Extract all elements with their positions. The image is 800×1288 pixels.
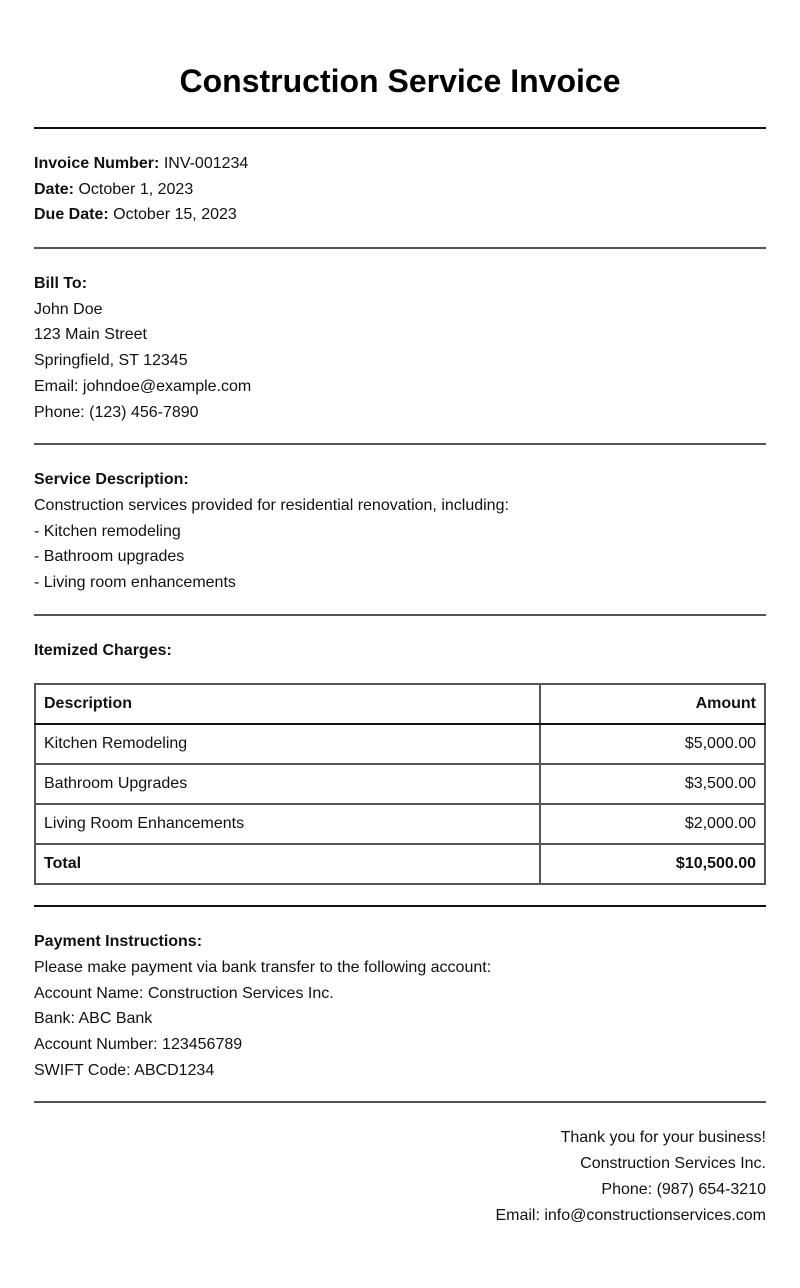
invoice-number-value: INV-001234 — [163, 155, 249, 172]
bill-to-heading: Bill To: — [34, 275, 88, 293]
account-name: Account Name: Construction Services Inc. — [34, 984, 334, 1002]
service-description-section — [34, 445, 766, 595]
due-date-line — [34, 202, 766, 228]
service-item: - Kitchen remodeling — [34, 522, 181, 540]
service-item: - Living room enhancements — [34, 573, 236, 591]
customer-email: Email: johndoe@example.com — [34, 377, 252, 395]
row-description: Living Room Enhancements — [35, 804, 540, 844]
total-row — [35, 844, 765, 884]
invoice-meta-section — [34, 129, 766, 228]
payment-intro: Please make payment via bank transfer to the following account: — [34, 959, 492, 976]
invoice-number-label: Invoice Number: — [34, 155, 160, 172]
payment-instructions-heading: Payment Instructions: — [34, 933, 203, 951]
bill-to-section — [34, 249, 766, 425]
table-row — [35, 764, 765, 804]
row-amount: $3,500.00 — [540, 764, 765, 804]
swift-code: SWIFT Code: ABCD1234 — [34, 1061, 215, 1079]
company-name: Construction Services Inc. — [580, 1155, 766, 1173]
charges-table — [34, 683, 766, 885]
service-item: - Bathroom upgrades — [34, 548, 185, 566]
customer-city: Springfield, ST 12345 — [34, 352, 188, 370]
row-description: Bathroom Upgrades — [35, 764, 540, 804]
customer-name: John Doe — [34, 300, 103, 318]
bank-name: Bank: ABC Bank — [34, 1010, 153, 1028]
column-header-amount: Amount — [540, 684, 765, 724]
service-description-intro: Construction services provided for residential renovation, including: — [34, 496, 509, 514]
itemized-charges-heading: Itemized Charges: — [34, 641, 172, 659]
payment-instructions-section — [34, 907, 766, 1083]
due-date-label: Due Date: — [34, 206, 109, 224]
table-row — [35, 724, 765, 764]
company-email: Email: info@constructionservices.com — [495, 1206, 766, 1224]
invoice-date-line — [34, 177, 766, 203]
total-amount: $10,500.00 — [540, 844, 765, 884]
customer-street: 123 Main Street — [34, 326, 147, 344]
row-description: Kitchen Remodeling — [35, 724, 540, 764]
table-row — [35, 804, 765, 844]
table-header-row — [35, 684, 765, 724]
invoice-page — [34, 0, 766, 1228]
invoice-footer — [34, 1103, 766, 1228]
column-header-description: Description — [35, 684, 540, 724]
invoice-number-line — [34, 151, 766, 177]
invoice-date-label: Date: — [34, 180, 75, 198]
account-number: Account Number: 123456789 — [34, 1036, 243, 1054]
invoice-title: Construction Service Invoice — [179, 63, 621, 99]
row-amount: $5,000.00 — [540, 724, 765, 764]
service-description-heading: Service Description: — [34, 471, 189, 489]
thank-you-note: Thank you for your business! — [560, 1129, 766, 1147]
row-amount: $2,000.00 — [540, 804, 765, 844]
customer-phone: Phone: (123) 456-7890 — [34, 403, 199, 421]
invoice-date-value: October 1, 2023 — [78, 180, 194, 198]
itemized-charges-section — [34, 616, 766, 886]
total-label: Total — [35, 844, 540, 884]
due-date-value: October 15, 2023 — [113, 206, 237, 224]
company-phone: Phone: (987) 654-3210 — [601, 1180, 766, 1198]
